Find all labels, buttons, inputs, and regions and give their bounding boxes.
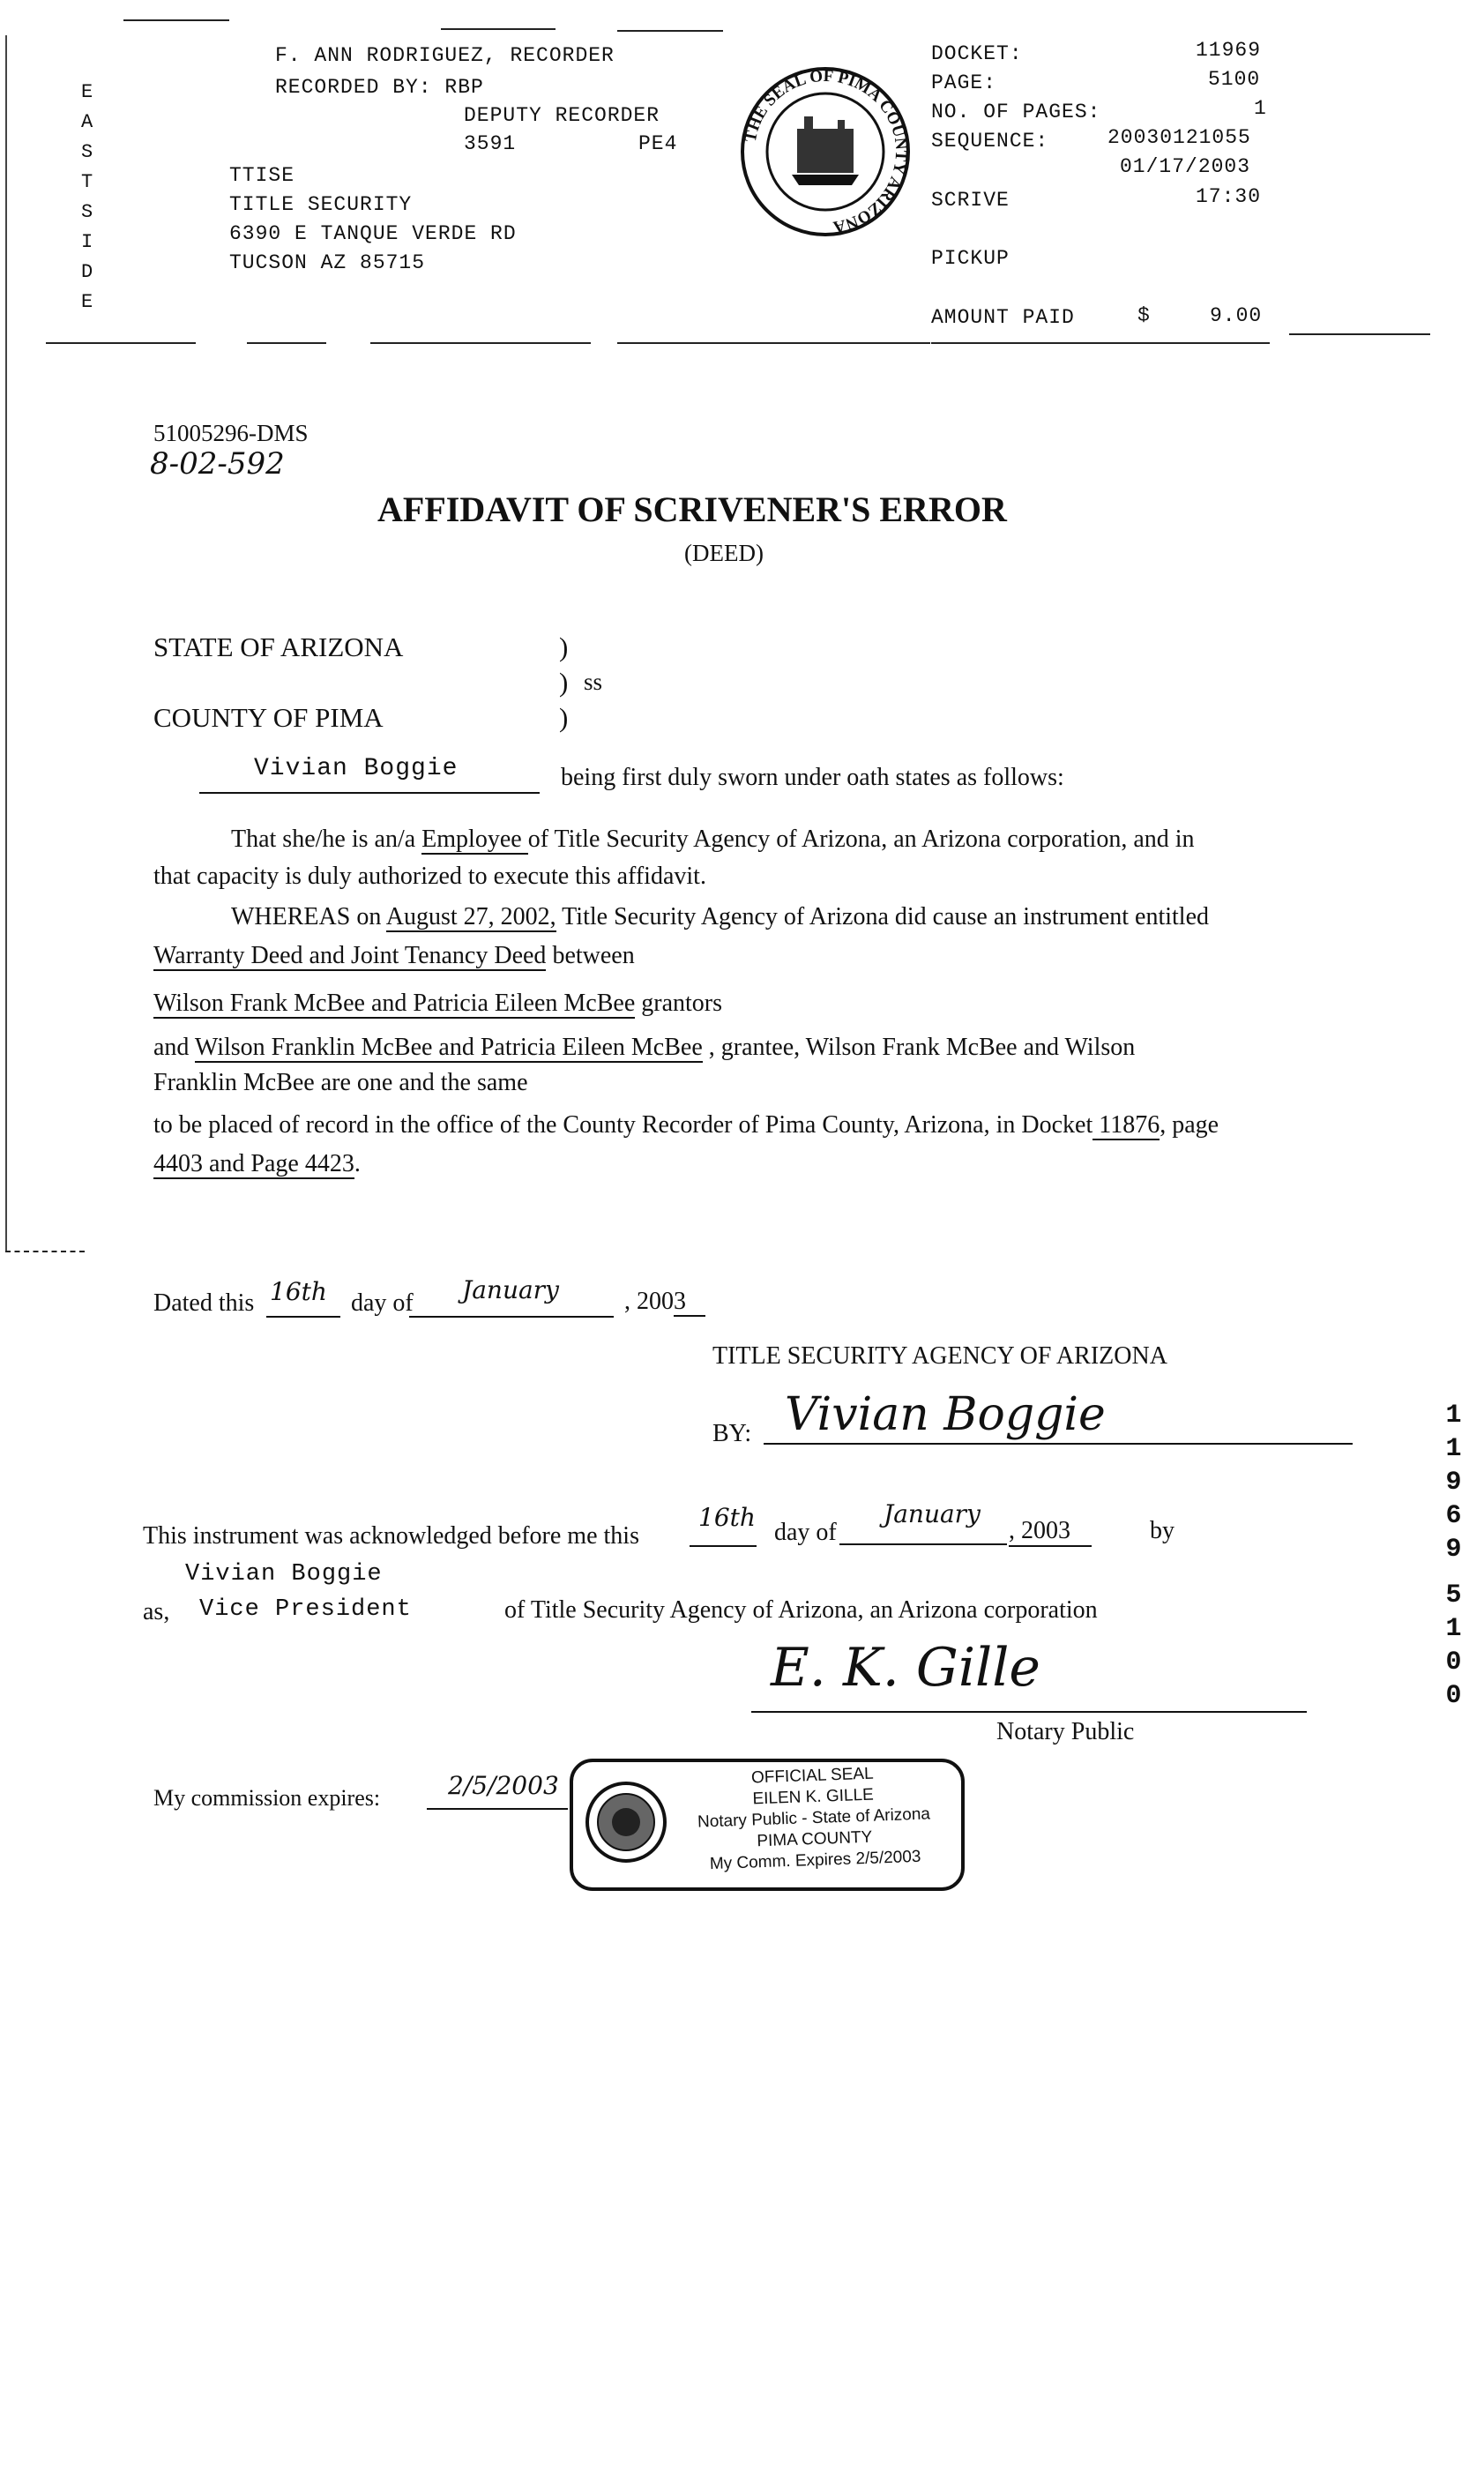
notary-seal-emblem	[584, 1780, 668, 1864]
scrive-label: SCRIVE	[931, 189, 1010, 212]
ack-by: by	[1150, 1517, 1175, 1544]
return-to-line-3: 6390 E TANQUE VERDE RD	[229, 222, 517, 245]
recorded-by: RECORDED BY: RBP	[275, 76, 484, 99]
recorder-name: F. ANN RODRIGUEZ, RECORDER	[275, 44, 615, 67]
deputy-code: 3591	[464, 132, 517, 155]
record-pages: 4403 and Page 4423	[153, 1150, 354, 1177]
dated-month: January	[462, 1275, 559, 1304]
header-bottom-rule	[370, 342, 591, 344]
venue-paren: )	[559, 631, 569, 662]
dated-day: 16th	[270, 1277, 327, 1306]
page-value: 5100	[1208, 68, 1261, 91]
signature-line	[764, 1390, 1353, 1445]
ack-day-line	[690, 1503, 757, 1547]
handwritten-reference: 8-02-592	[150, 446, 285, 482]
reference-number: 51005296-DMS	[153, 420, 309, 446]
paragraph-capacity: That she/he is an/a Employee of Title Security Agency of Arizona, an Arizona corporation, and in	[231, 826, 1195, 853]
scan-edge-dash	[5, 1251, 85, 1252]
ack-month-line	[839, 1499, 1007, 1545]
paragraph-whereas: WHEREAS on August 27, 2002, Title Security Agency of Arizona did cause an instrument entitled	[231, 903, 1209, 930]
page-label: PAGE:	[931, 71, 997, 94]
affiant-line	[199, 753, 540, 794]
notary-seal-stamp	[570, 1759, 965, 1891]
deputy-recorder: DEPUTY RECORDER	[464, 104, 660, 127]
deputy-page-code: PE4	[638, 132, 678, 155]
ack-as-label: as,	[143, 1598, 170, 1625]
return-to-line-1: TTISE	[229, 164, 295, 187]
paragraph-capacity-cont: that capacity is duly authorized to execute this affidavit.	[153, 863, 706, 890]
document-title: AFFIDAVIT OF SCRIVENER'S ERROR	[377, 489, 1007, 529]
dated-mid: day of	[351, 1289, 414, 1317]
record-docket: 11876	[1092, 1111, 1160, 1139]
dated-prefix: Dated this	[153, 1289, 255, 1317]
sworn-text: being first duly sworn under oath states as follows:	[561, 764, 1064, 791]
notary-signature: E. K. Gille	[771, 1637, 1040, 1699]
dated-month-line	[409, 1274, 614, 1318]
pima-county-seal	[739, 65, 912, 238]
header-bottom-rule	[931, 342, 1270, 344]
document-subtitle: (DEED)	[684, 540, 764, 566]
ack-mid: day of	[774, 1519, 837, 1546]
dated-day-line	[266, 1274, 340, 1318]
pages-value: 1	[1254, 97, 1267, 120]
amount-value: 9.00	[1210, 304, 1263, 327]
top-rule	[617, 30, 723, 32]
by-label: BY:	[712, 1420, 752, 1447]
seal-line: OFFICIAL SEAL	[750, 1764, 874, 1788]
ack-prefix: This instrument was acknowledged before me this	[143, 1522, 639, 1550]
ack-title: Vice President	[199, 1596, 412, 1623]
header-bottom-rule	[617, 342, 930, 344]
sequence-label: SEQUENCE:	[931, 130, 1049, 153]
ack-year: , 2003	[1009, 1517, 1092, 1547]
margin-page-stamp: 5100	[1445, 1580, 1463, 1711]
notary-seal-text	[675, 1761, 952, 1877]
signature-company: TITLE SECURITY AGENCY OF ARIZONA	[712, 1342, 1167, 1370]
grantees-line-cont: Franklin McBee are one and the same	[153, 1069, 528, 1096]
instrument-title: Warranty Deed and Joint Tenancy Deed	[153, 942, 547, 969]
top-rule	[123, 19, 229, 21]
return-to-line-2: TITLE SECURITY	[229, 193, 413, 216]
amount-label: AMOUNT PAID	[931, 306, 1075, 329]
seal-line: My Comm. Expires 2/5/2003	[709, 1847, 921, 1874]
header-bottom-rule	[1289, 333, 1430, 335]
grantors-names: Wilson Frank McBee and Patricia Eileen McBee	[153, 990, 636, 1017]
commission-label: My commission expires:	[153, 1785, 381, 1811]
docket-value: 11969	[1196, 39, 1262, 62]
ack-day: 16th	[698, 1503, 756, 1532]
venue-paren: )	[559, 702, 569, 733]
affiant-name: Vivian Boggie	[254, 755, 459, 782]
affiant-role: Employee	[421, 826, 528, 853]
ack-corp-text: of Title Security Agency of Arizona, an Arizona corporation	[504, 1596, 1098, 1624]
grantors-line: Wilson Frank McBee and Patricia Eileen McBee grantors	[153, 990, 723, 1017]
instrument-title-line: Warranty Deed and Joint Tenancy Deed between	[153, 942, 635, 969]
return-to-line-4: TUCSON AZ 85715	[229, 251, 426, 274]
ack-month: January	[884, 1499, 981, 1528]
margin-docket-stamp: 11969	[1445, 1401, 1463, 1565]
venue-ss: ss	[584, 669, 603, 695]
docket-label: DOCKET:	[931, 42, 1023, 65]
venue-paren: )	[559, 667, 569, 698]
header-bottom-rule	[46, 342, 196, 344]
record-line-cont: 4403 and Page 4423.	[153, 1150, 361, 1177]
header-bottom-rule	[247, 342, 326, 344]
venue-state: STATE OF ARIZONA	[153, 631, 404, 662]
pages-label: NO. OF PAGES:	[931, 101, 1101, 123]
commission-date-line	[427, 1767, 568, 1810]
record-line: to be placed of record in the office of the County Recorder of Pima County, Arizona, in Docket 11876, page	[153, 1111, 1219, 1139]
notary-label: Notary Public	[996, 1718, 1135, 1745]
record-time: 17:30	[1196, 185, 1262, 208]
venue-county: COUNTY OF PIMA	[153, 702, 384, 733]
record-date: 01/17/2003	[1120, 155, 1251, 178]
commission-date: 2/5/2003	[448, 1771, 559, 1800]
scan-edge	[5, 35, 7, 1252]
seal-line: EILEN K. GILLE	[752, 1785, 875, 1809]
affiant-signature: Vivian Boggie	[785, 1388, 1106, 1441]
side-label: EASTSIDE	[81, 81, 94, 313]
pickup-label: PICKUP	[931, 247, 1010, 270]
dated-year: , 2003	[624, 1288, 705, 1316]
grantees-names: Wilson Franklin McBee and Patricia Eileen McBee	[194, 1034, 703, 1061]
svg-text:THE SEAL OF PIMA COUNTY ARIZON: THE SEAL OF PIMA COUNTY ARIZONA	[741, 66, 911, 236]
instrument-date: August 27, 2002,	[385, 903, 556, 930]
seal-line: PIMA COUNTY	[757, 1827, 873, 1851]
sequence-value: 20030121055	[1107, 126, 1251, 149]
top-rule	[441, 28, 556, 30]
ack-name: Vivian Boggie	[185, 1561, 383, 1588]
seal-line: Notary Public - State of Arizona	[697, 1804, 931, 1832]
grantees-line: and Wilson Franklin McBee and Patricia Eileen McBee , grantee, Wilson Frank McBee and Wilson	[153, 1034, 1136, 1061]
notary-signature-line	[751, 1637, 1307, 1713]
amount-currency: $	[1137, 304, 1151, 327]
